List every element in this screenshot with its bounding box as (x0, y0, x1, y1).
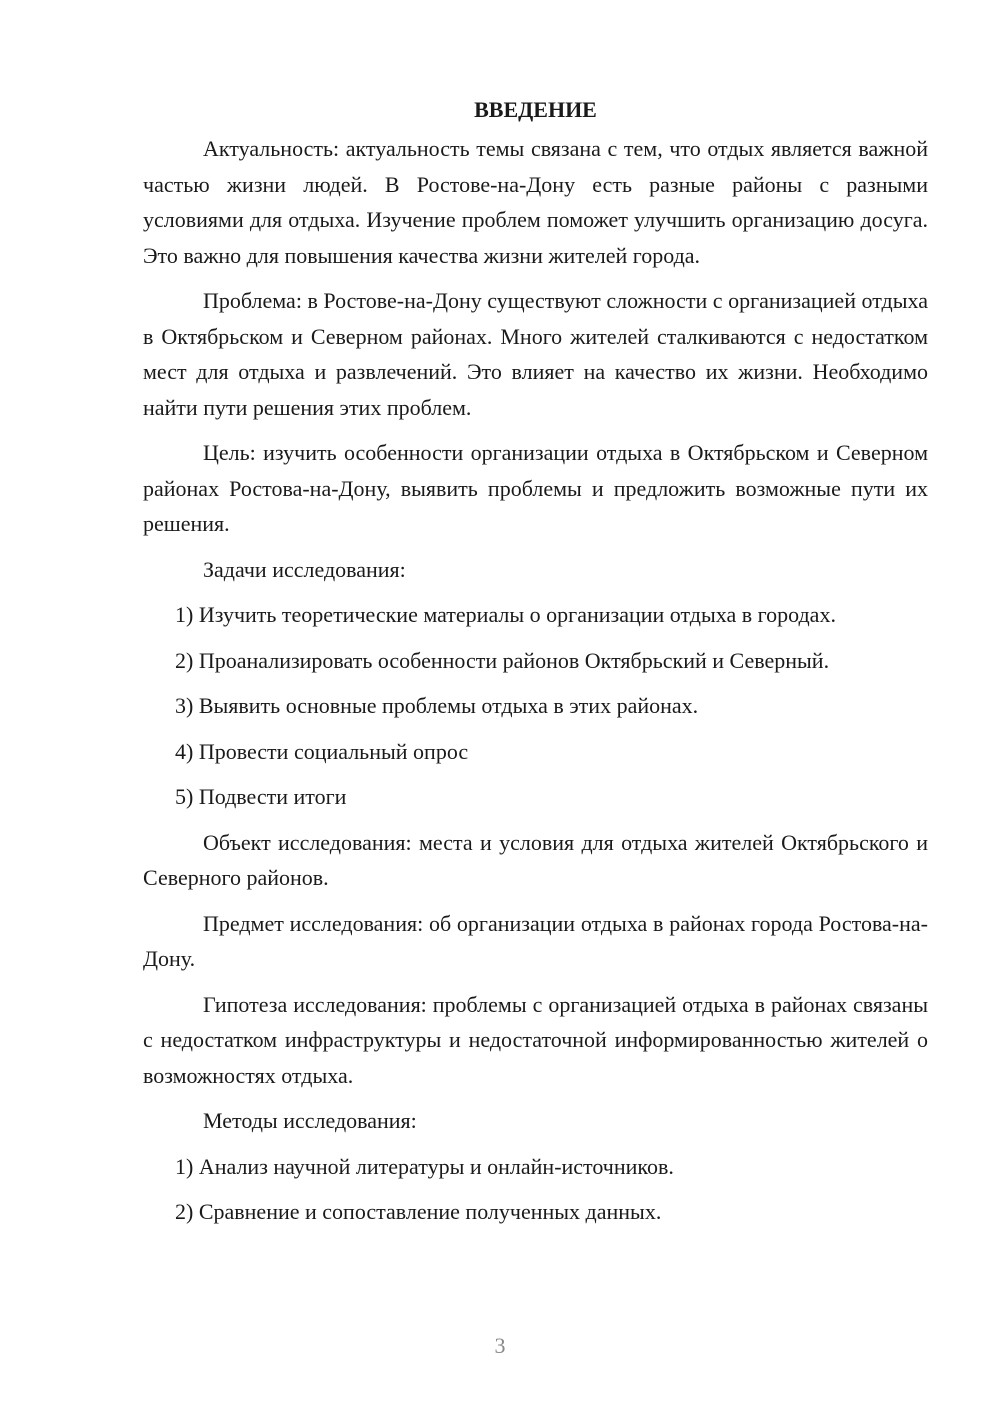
method-item: 2) Сравнение и сопоставление полученных данных. (175, 1199, 662, 1224)
relevance-paragraph: Актуальность: актуальность темы связана с тем, что отдых является важной частью жизни людей. В Ростове-на-Дону есть разные районы с разными условиями для отдыха. Изучение проблем поможет улучшить организацию досуга. Это важно для повышения качества жизни жителей города. (143, 136, 928, 268)
methods-heading: Методы исследования: (203, 1108, 417, 1133)
page-body (143, 95, 928, 1240)
method-item: 1) Анализ научной литературы и онлайн-источников. (175, 1153, 674, 1179)
goal-paragraph: Цель: изучить особенности организации отдыха в Октябрьском и Северном районах Ростова-на-Дону, выявить проблемы и предложить возможные пути их решения. (143, 440, 928, 536)
hypothesis-paragraph: Гипотеза исследования: проблемы с организацией отдыха в районах связаны с недостатком инфраструктуры и недостаточной информированностью жителей о возможностях отдыха. (143, 991, 928, 1088)
task-item: 2) Проанализировать особенности районов Октябрьский и Северный. (175, 647, 830, 673)
tasks-heading: Задачи исследования: (203, 556, 406, 582)
tasks-list (143, 597, 928, 815)
page-number: 3 (494, 1333, 506, 1358)
task-item: 4) Провести социальный опрос (175, 738, 469, 764)
methods-list (143, 1149, 928, 1230)
object-paragraph: Объект исследования: места и условия для отдыха жителей Октябрьского и Северного районов. (143, 829, 928, 890)
page-title: ВВЕДЕНИЕ (474, 97, 597, 122)
task-item: 5) Подвести итоги (175, 784, 347, 809)
task-item: 1) Изучить теоретические материалы о организации отдыха в городах. (175, 602, 836, 627)
problem-paragraph: Проблема: в Ростове-на-Дону существуют сложности с организацией отдыха в Октябрьском и Северном районах. Много жителей сталкиваются с недостатком мест для отдыха и развлечений. Это влияет на качество их жизни. Необходимо найти пути решения этих проблем. (143, 288, 928, 420)
task-item: 3) Выявить основные проблемы отдыха в этих районах. (175, 693, 699, 718)
subject-paragraph: Предмет исследования: об организации отдыха в районах города Ростова-на-Дону. (143, 910, 928, 971)
